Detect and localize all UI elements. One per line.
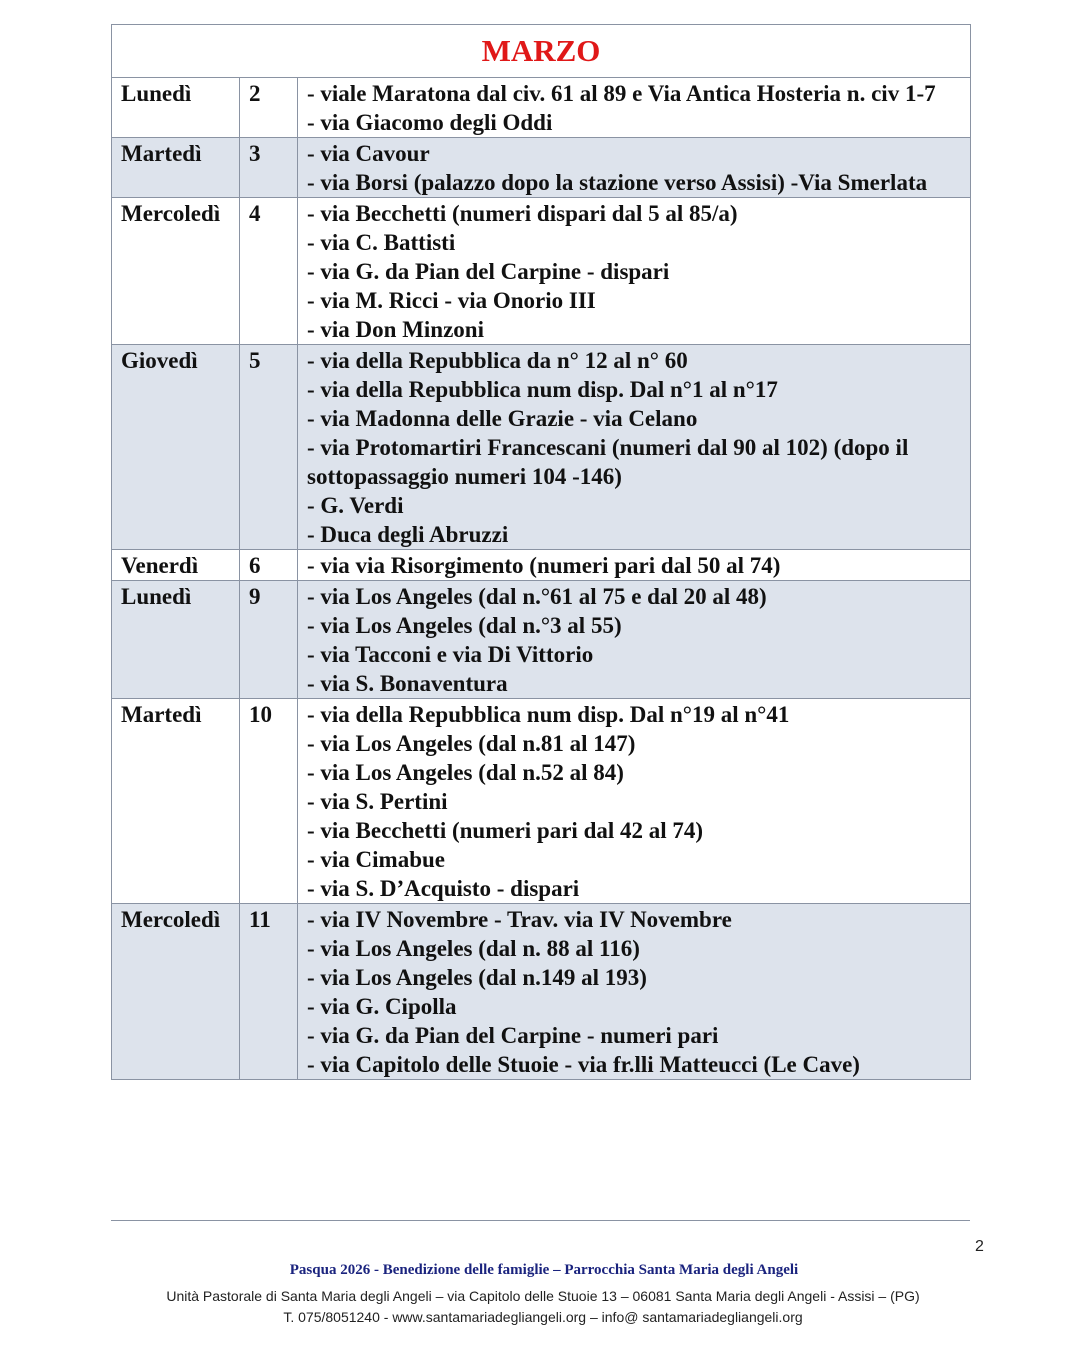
day-number: 2 bbox=[240, 78, 298, 138]
street-entry: - via Don Minzoni bbox=[307, 317, 484, 342]
street-entry: - via della Repubblica num disp. Dal n°19 al n°41 bbox=[307, 702, 790, 727]
day-number: 10 bbox=[240, 699, 298, 904]
schedule-row bbox=[112, 904, 971, 1080]
street-entry: - via Los Angeles (dal n. 88 al 116) bbox=[307, 936, 640, 961]
street-entry: - via Giacomo degli Oddi bbox=[307, 110, 553, 135]
schedule-table bbox=[111, 24, 971, 1080]
street-entry: - via Los Angeles (dal n.52 al 84) bbox=[307, 760, 624, 785]
street-list bbox=[298, 198, 971, 345]
day-number: 5 bbox=[240, 345, 298, 550]
street-entry: - via Borsi (palazzo dopo la stazione verso Assisi) -Via Smerlata bbox=[307, 170, 928, 195]
street-entry: - via Los Angeles (dal n.°3 al 55) bbox=[307, 613, 622, 638]
schedule-row bbox=[112, 198, 971, 345]
street-entry: - via M. Ricci - via Onorio III bbox=[307, 288, 596, 313]
day-name: Martedì bbox=[112, 138, 240, 198]
street-entry: - Duca degli Abruzzi bbox=[307, 522, 509, 547]
day-name: Lunedì bbox=[112, 581, 240, 699]
street-entry: - via Los Angeles (dal n.°61 al 75 e dal 20 al 48) bbox=[307, 584, 767, 609]
day-name: Giovedì bbox=[112, 345, 240, 550]
street-entry: - via Protomartiri Francescani (numeri dal 90 al 102) (dopo il sottopassaggio numeri 104 -146) bbox=[307, 435, 909, 489]
title-row bbox=[112, 25, 971, 78]
street-list bbox=[298, 699, 971, 904]
street-list bbox=[298, 78, 971, 138]
street-entry: - via S. Pertini bbox=[307, 789, 448, 814]
footer-address: Unità Pastorale di Santa Maria degli Angeli – via Capitolo delle Stuoie 13 – 06081 Santa Maria degli Angeli - Assisi – (PG) bbox=[166, 1288, 920, 1304]
street-list bbox=[298, 904, 971, 1080]
schedule-row bbox=[112, 345, 971, 550]
street-entry: - via della Repubblica da n° 12 al n° 60 bbox=[307, 348, 688, 373]
schedule-row bbox=[112, 78, 971, 138]
street-entry: - via Becchetti (numeri dispari dal 5 al 85/a) bbox=[307, 201, 738, 226]
street-list bbox=[298, 345, 971, 550]
day-number: 11 bbox=[240, 904, 298, 1080]
footer-contacts: T. 075/8051240 - www.santamariadegliangeli.org – info@ santamariadegliangeli.org bbox=[283, 1309, 803, 1325]
schedule-row bbox=[112, 138, 971, 198]
street-entry: - via G. Cipolla bbox=[307, 994, 457, 1019]
street-entry: - via via Risorgimento (numeri pari dal 50 al 74) bbox=[307, 553, 781, 578]
day-name: Lunedì bbox=[112, 78, 240, 138]
street-entry: - via Madonna delle Grazie - via Celano bbox=[307, 406, 698, 431]
street-entry: - via Los Angeles (dal n.149 al 193) bbox=[307, 965, 647, 990]
street-list bbox=[298, 550, 971, 581]
street-entry: - via Cavour bbox=[307, 141, 430, 166]
street-entry: - G. Verdi bbox=[307, 493, 404, 518]
day-name: Mercoledì bbox=[112, 904, 240, 1080]
street-entry: - viale Maratona dal civ. 61 al 89 e Via Antica Hosteria n. civ 1-7 bbox=[307, 81, 936, 106]
street-entry: - via G. da Pian del Carpine - numeri pari bbox=[307, 1023, 719, 1048]
day-number: 3 bbox=[240, 138, 298, 198]
schedule-row bbox=[112, 581, 971, 699]
street-entry: - via Cimabue bbox=[307, 847, 445, 872]
street-entry: - via Tacconi e via Di Vittorio bbox=[307, 642, 594, 667]
day-name: Venerdì bbox=[112, 550, 240, 581]
street-entry: - via Becchetti (numeri pari dal 42 al 74) bbox=[307, 818, 704, 843]
street-entry: - via IV Novembre - Trav. via IV Novembre bbox=[307, 907, 732, 932]
schedule-row bbox=[112, 550, 971, 581]
day-name: Martedì bbox=[112, 699, 240, 904]
street-entry: - via S. D’Acquisto - dispari bbox=[307, 876, 580, 901]
street-list bbox=[298, 138, 971, 198]
page-number: 2 bbox=[975, 1238, 984, 1255]
street-entry: - via Capitolo delle Stuoie - via fr.lli Matteucci (Le Cave) bbox=[307, 1052, 860, 1077]
street-entry: - via C. Battisti bbox=[307, 230, 456, 255]
schedule-row bbox=[112, 699, 971, 904]
day-number: 6 bbox=[240, 550, 298, 581]
footer-divider bbox=[111, 1220, 970, 1221]
month-title: MARZO bbox=[112, 25, 971, 78]
street-entry: - via della Repubblica num disp. Dal n°1 al n°17 bbox=[307, 377, 778, 402]
day-name: Mercoledì bbox=[112, 198, 240, 345]
day-number: 4 bbox=[240, 198, 298, 345]
day-number: 9 bbox=[240, 581, 298, 699]
footer-title: Pasqua 2026 - Benedizione delle famiglie – Parrocchia Santa Maria degli Angeli bbox=[289, 1262, 799, 1278]
street-entry: - via G. da Pian del Carpine - dispari bbox=[307, 259, 670, 284]
street-entry: - via Los Angeles (dal n.81 al 147) bbox=[307, 731, 636, 756]
street-list bbox=[298, 581, 971, 699]
street-entry: - via S. Bonaventura bbox=[307, 671, 508, 696]
